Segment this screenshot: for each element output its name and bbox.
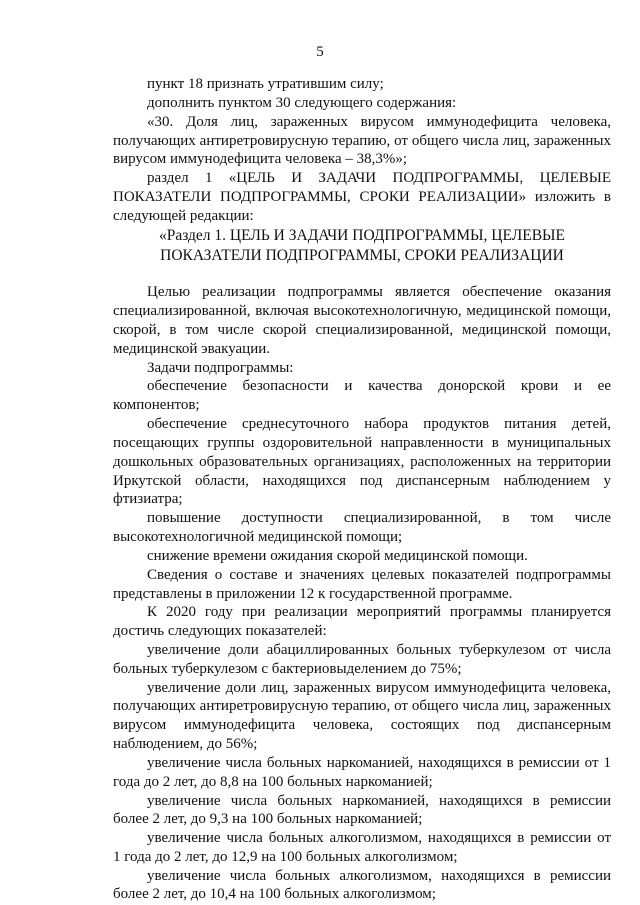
text-line: дополнить пунктом 30 следующего содержания: bbox=[147, 95, 457, 111]
text-line: повышение доступности специализированной, в том числе bbox=[147, 510, 611, 526]
text-line: Иркутской области, находящихся под диспансерным наблюдением у bbox=[113, 473, 611, 489]
text-line: вирусом иммунодефицита человека – 38,3%»; bbox=[113, 151, 408, 167]
text-line: специализированной, включая высокотехнологичную, медицинской помощи, bbox=[113, 303, 611, 319]
text-line: увеличение числа больных наркоманией, находящихся в ремиссии от 1 bbox=[147, 755, 611, 771]
text-line: К 2020 году при реализации мероприятий программы планируется bbox=[147, 604, 611, 620]
text-line: «30. Доля лиц, зараженных вирусом иммунодефицита человека, bbox=[147, 114, 611, 130]
text-line: увеличение числа больных алкоголизмом, находящихся в ремиссии от bbox=[147, 830, 611, 846]
text-line: обеспечение безопасности и качества донорской крови и ее bbox=[147, 378, 611, 394]
text-line: дошкольных образовательных организациях, расположенных на территории bbox=[113, 454, 611, 470]
text-line: скорой, в том числе скорой специализированной, медицинской помощи, bbox=[113, 322, 611, 338]
text-line: высокотехнологичной медицинской помощи; bbox=[113, 529, 403, 545]
text-line: Задачи подпрограммы: bbox=[147, 360, 294, 376]
text-line: увеличение числа больных наркоманией, находящихся в ремиссии bbox=[147, 793, 611, 809]
text-line: следующей редакции: bbox=[113, 208, 254, 224]
text-line: фтизиатра; bbox=[113, 491, 183, 507]
text-line: более 2 лет, до 9,3 на 100 больных наркоманией; bbox=[113, 811, 423, 827]
text-line: компонентов; bbox=[113, 397, 200, 413]
text-line: вирусом иммунодефицита человека, состоящих под диспансерным bbox=[113, 717, 611, 733]
text-line: увеличение числа больных алкоголизмом, находящихся в ремиссии bbox=[147, 868, 611, 884]
text-line: более 2 лет, до 10,4 на 100 больных алкоголизмом; bbox=[113, 886, 436, 902]
section-heading: «Раздел 1. ЦЕЛЬ И ЗАДАЧИ ПОДПРОГРАММЫ, ЦЕЛЕВЫЕ bbox=[158, 227, 566, 244]
text-line: увеличение доли абациллированных больных туберкулезом от числа bbox=[147, 642, 611, 658]
text-line: 1 года до 2 лет, до 12,9 на 100 больных алкоголизмом; bbox=[113, 849, 458, 865]
text-line: получающих антиретровирусную терапию, от общего числа лиц, зараженных bbox=[113, 698, 611, 714]
text-line: достичь следующих показателей: bbox=[113, 623, 327, 639]
text-line: наблюдением, до 56%; bbox=[113, 736, 258, 752]
text-line: года до 2 лет, до 8,8 на 100 больных наркоманией; bbox=[113, 774, 433, 790]
page-number: 5 bbox=[316, 44, 324, 60]
text-line: больных туберкулезом с бактериовыделением до 75%; bbox=[113, 661, 462, 677]
section-heading: ПОКАЗАТЕЛИ ПОДПРОГРАММЫ, СРОКИ РЕАЛИЗАЦИИ bbox=[160, 247, 564, 264]
text-line: Сведения о составе и значениях целевых показателей подпрограммы bbox=[147, 567, 611, 583]
text-line: обеспечение среднесуточного набора продуктов питания детей, bbox=[147, 416, 611, 432]
text-line: снижение времени ожидания скорой медицинской помощи. bbox=[147, 548, 528, 564]
text-line: представлены в приложении 12 к государственной программе. bbox=[113, 586, 513, 602]
text-line: посещающих группы оздоровительной направленности в муниципальных bbox=[113, 435, 611, 451]
text-line: Целью реализации подпрограммы является обеспечение оказания bbox=[147, 284, 611, 300]
text-line: ПОКАЗАТЕЛИ ПОДПРОГРАММЫ, СРОКИ РЕАЛИЗАЦИИ» изложить в bbox=[113, 189, 611, 205]
text-line: раздел 1 «ЦЕЛЬ И ЗАДАЧИ ПОДПРОГРАММЫ, ЦЕЛЕВЫЕ bbox=[147, 170, 611, 186]
text-line: получающих антиретровирусную терапию, от общего числа лиц, зараженных bbox=[113, 133, 611, 149]
text-line: увеличение доли лиц, зараженных вирусом иммунодефицита человека, bbox=[147, 680, 611, 696]
text-line: пункт 18 признать утратившим силу; bbox=[147, 76, 384, 92]
text-line: медицинской эвакуации. bbox=[113, 341, 271, 357]
